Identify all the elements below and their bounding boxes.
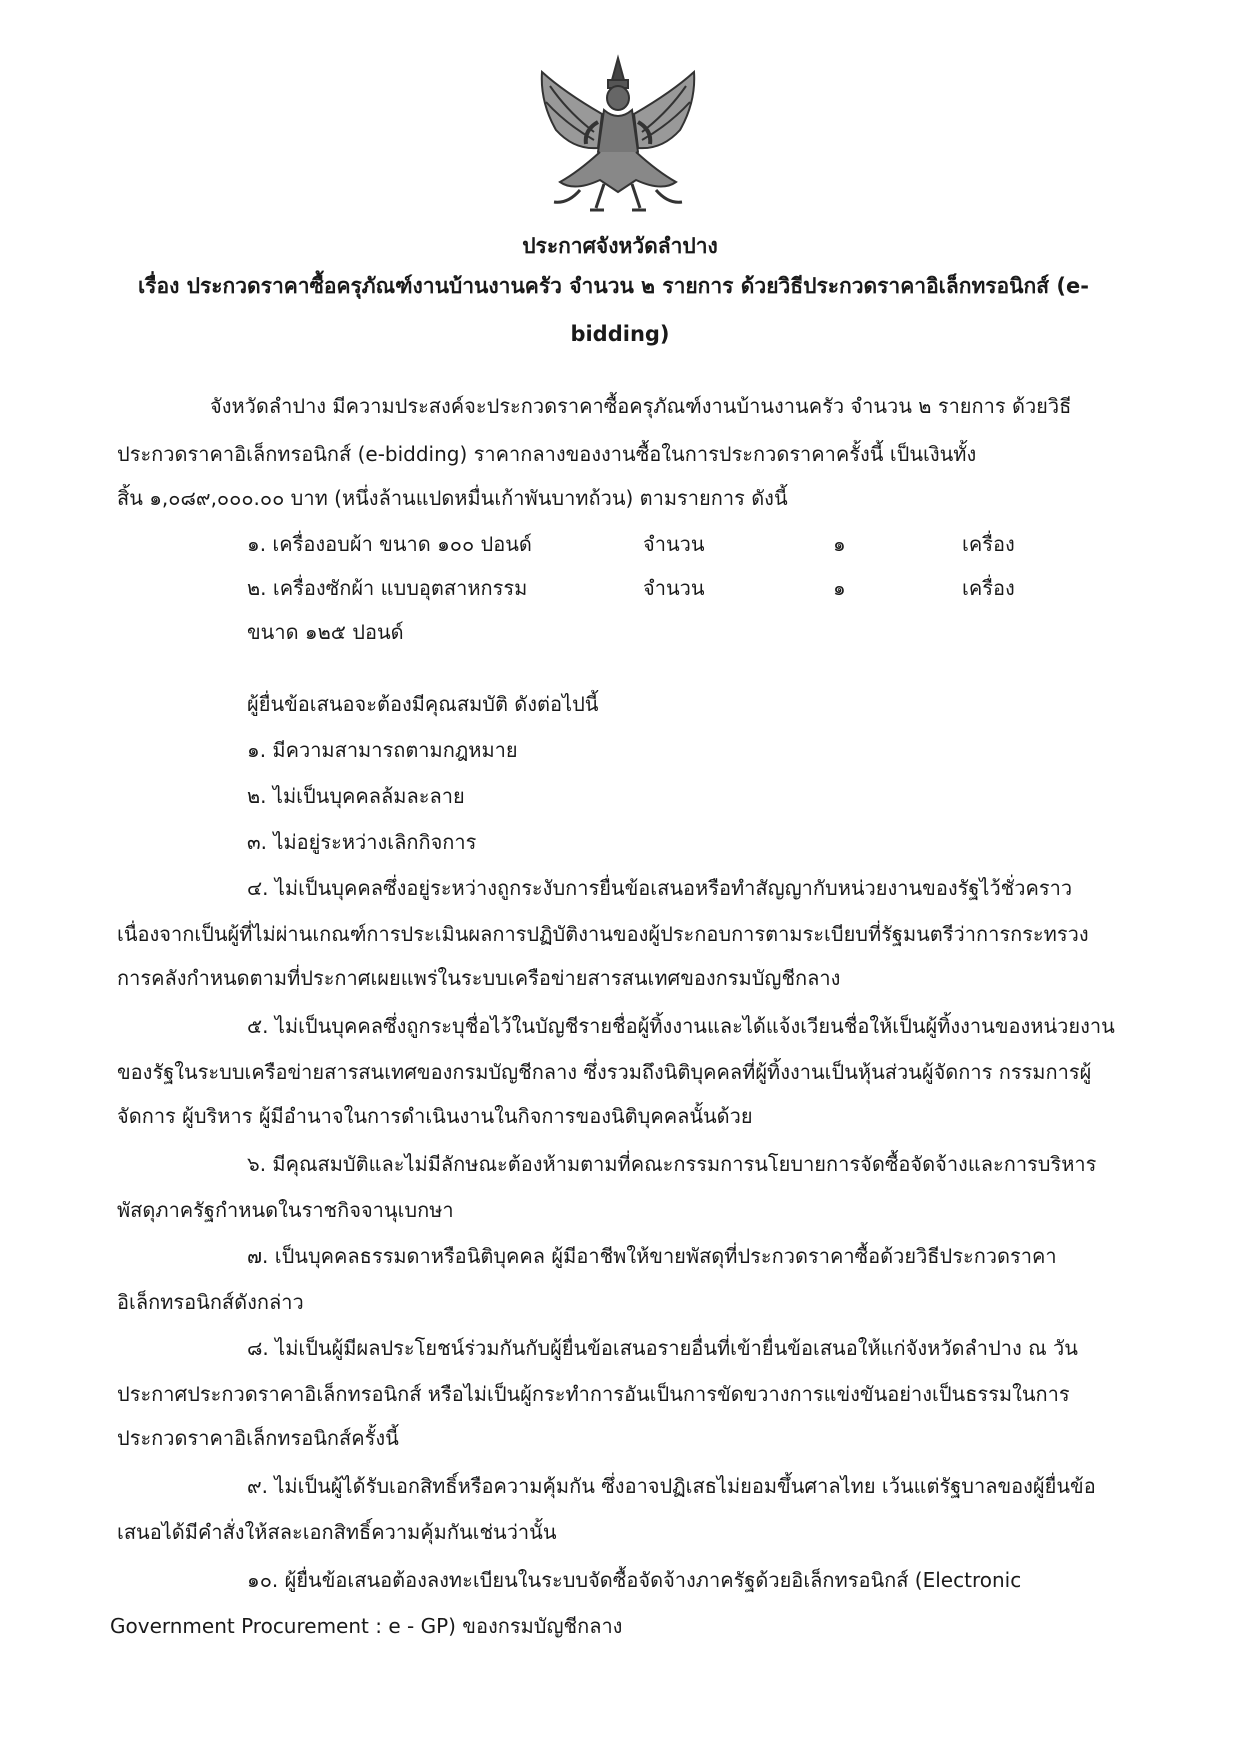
qualifications-heading: ผู้ยื่นข้อเสนอจะต้องมีคุณสมบัติ ดังต่อไปนี้ bbox=[247, 692, 599, 716]
qualification-9-line-1: ๙. ไม่เป็นผู้ได้รับเอกสิทธิ์หรือความคุ้มกัน ซึ่งอาจปฏิเสธไม่ยอมขึ้นศาลไทย เว้นแต่รัฐบาลของผู้ยื่นข้อ bbox=[247, 1474, 1096, 1498]
qualification-6-line-1: ๖. มีคุณสมบัติและไม่มีลักษณะต้องห้ามตามที่คณะกรรมการนโยบายการจัดซื้อจัดจ้างและการบริหาร bbox=[247, 1152, 1097, 1176]
subject-line-2: bidding) bbox=[570, 322, 670, 346]
qualification-1: ๑. มีความสามารถตามกฎหมาย bbox=[247, 738, 518, 762]
qualification-8-line-3: ประกวดราคาอิเล็กทรอนิกส์ครั้งนี้ bbox=[117, 1426, 399, 1450]
item-2-continuation: ขนาด ๑๒๕ ปอนด์ bbox=[247, 620, 404, 644]
item-2-qty-label: จำนวน bbox=[643, 576, 705, 600]
qualification-9-line-2: เสนอได้มีคำสั่งให้สละเอกสิทธิ์ความคุ้มกันเช่นว่านั้น bbox=[117, 1520, 557, 1544]
qualification-6-line-2: พัสดุภาครัฐกำหนดในราชกิจจานุเบกษา bbox=[117, 1198, 454, 1222]
item-1-qty: ๑ bbox=[833, 532, 846, 556]
qualification-2: ๒. ไม่เป็นบุคคลล้มละลาย bbox=[247, 784, 465, 808]
item-1-qty-label: จำนวน bbox=[643, 532, 705, 556]
garuda-emblem-icon bbox=[534, 52, 702, 218]
qualification-3: ๓. ไม่อยู่ระหว่างเลิกกิจการ bbox=[247, 830, 477, 854]
item-1-name: ๑. เครื่องอบผ้า ขนาด ๑๐๐ ปอนด์ bbox=[247, 532, 532, 556]
qualification-8-line-2: ประกาศประกวดราคาอิเล็กทรอนิกส์ หรือไม่เป็นผู้กระทำการอันเป็นการขัดขวางการแข่งขันอย่างเป็นธรรมในการ bbox=[117, 1382, 1070, 1406]
item-1-unit: เครื่อง bbox=[962, 532, 1015, 556]
qualification-5-line-1: ๕. ไม่เป็นบุคคลซึ่งถูกระบุชื่อไว้ในบัญชีรายชื่อผู้ทิ้งงานและได้แจ้งเวียนชื่อให้เป็นผู้ทิ้งงานของหน่วยงาน bbox=[247, 1014, 1115, 1038]
qualification-5-line-3: จัดการ ผู้บริหาร ผู้มีอำนาจในการดำเนินงานในกิจการของนิติบุคคลนั้นด้วย bbox=[117, 1104, 753, 1128]
qualification-7-line-2: อิเล็กทรอนิกส์ดังกล่าว bbox=[117, 1290, 304, 1314]
qualification-8-line-1: ๘. ไม่เป็นผู้มีผลประโยชน์ร่วมกันกับผู้ยื่นข้อเสนอรายอื่นที่เข้ายื่นข้อเสนอให้แก่จังหวัดลำปาง ณ วัน bbox=[247, 1336, 1078, 1360]
qualification-10-line-1: ๑๐. ผู้ยื่นข้อเสนอต้องลงทะเบียนในระบบจัดซื้อจัดจ้างภาครัฐด้วยอิเล็กทรอนิกส์ (Electronic bbox=[247, 1568, 1022, 1592]
qualification-5-line-2: ของรัฐในระบบเครือข่ายสารสนเทศของกรมบัญชีกลาง ซึ่งรวมถึงนิติบุคคลที่ผู้ทิ้งงานเป็นหุ้นส่วนผู้จัดการ กรรมการผู้ bbox=[117, 1060, 1092, 1084]
item-2-unit: เครื่อง bbox=[962, 576, 1015, 600]
item-2-name: ๒. เครื่องซักผ้า แบบอุตสาหกรรม bbox=[247, 576, 528, 600]
intro-line-2: ประกวดราคาอิเล็กทรอนิกส์ (e-bidding) ราคากลางของงานซื้อในการประกวดราคาครั้งนี้ เป็นเงินทั้ง bbox=[117, 442, 977, 466]
qualification-4-line-3: การคลังกำหนดตามที่ประกาศเผยแพร่ในระบบเครือข่ายสารสนเทศของกรมบัญชีกลาง bbox=[117, 966, 841, 990]
item-2-qty: ๑ bbox=[833, 576, 846, 600]
intro-line-3: สิ้น ๑,๐๘๙,๐๐๐.๐๐ บาท (หนึ่งล้านแปดหมื่นเก้าพันบาทถ้วน) ตามรายการ ดังนี้ bbox=[117, 486, 788, 510]
qualification-10-line-2: Government Procurement : e - GP) ของกรมบัญชีกลาง bbox=[110, 1614, 623, 1638]
qualification-4-line-2: เนื่องจากเป็นผู้ที่ไม่ผ่านเกณฑ์การประเมินผลการปฏิบัติงานของผู้ประกอบการตามระเบียบที่รัฐมนตรีว่าการกระทรวง bbox=[117, 922, 1089, 946]
announcer-title: ประกาศจังหวัดลำปาง bbox=[522, 234, 718, 258]
subject-line-1: เรื่อง ประกวดราคาซื้อครุภัณฑ์งานบ้านงานครัว จำนวน ๒ รายการ ด้วยวิธีประกวดราคาอิเล็กทรอนิกส์ (e- bbox=[138, 274, 1089, 298]
qualification-7-line-1: ๗. เป็นบุคคลธรรมดาหรือนิติบุคคล ผู้มีอาชีพให้ขายพัสดุที่ประกวดราคาซื้อด้วยวิธีประกวดราคา bbox=[247, 1244, 1057, 1268]
qualification-4-line-1: ๔. ไม่เป็นบุคคลซึ่งอยู่ระหว่างถูกระงับการยื่นข้อเสนอหรือทำสัญญากับหน่วยงานของรัฐไว้ชั่วคราว bbox=[247, 876, 1073, 900]
intro-line-1: จังหวัดลำปาง มีความประสงค์จะประกวดราคาซื้อครุภัณฑ์งานบ้านงานครัว จำนวน ๒ รายการ ด้วยวิธี bbox=[210, 394, 1072, 418]
